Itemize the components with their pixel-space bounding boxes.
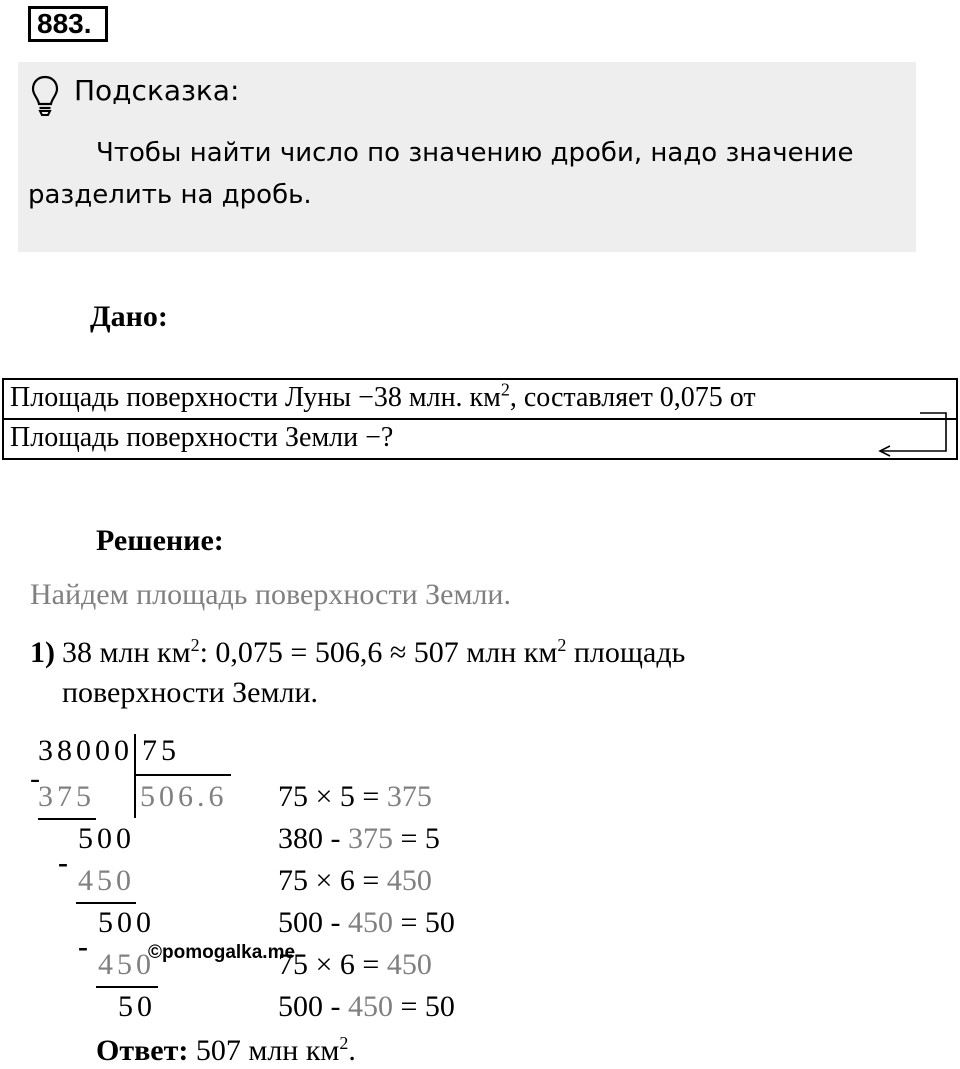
step-formula-continued: поверхности Земли.	[62, 676, 318, 709]
minus-sign-2: -	[58, 846, 68, 879]
answer: Ответ: 507 млн $км^2$.	[96, 1033, 356, 1067]
partial-subtrahend-2: 450	[78, 864, 135, 897]
check-line-3: 75 × 6 = 450	[278, 864, 432, 897]
partial-underline-2	[76, 902, 136, 904]
solution-intro: Найдем площадь поверхности Земли.	[30, 578, 511, 611]
reference-arrow	[860, 395, 960, 465]
hint-text: Чтобы найти число по значению дроби, надо значение разделить на дробь.	[28, 138, 854, 210]
partial-subtrahend-3: 450	[98, 948, 155, 981]
step-formula: 38 млн $км^2$: 0,075 = 506,6 ≈ 507 млн $км^2$ площадь	[62, 635, 686, 669]
given-heading: Дано:	[90, 300, 168, 333]
check-line-4: 500 - 450 = 50	[278, 906, 455, 939]
given-row-2: Площадь поверхности Земли −?	[10, 422, 394, 453]
partial-subtrahend-1: 375	[38, 780, 95, 813]
step-number: 1)	[30, 636, 55, 669]
minus-sign-3: -	[78, 930, 88, 963]
divisor-underline	[136, 774, 231, 776]
check-line-6: 500 - 450 = 50	[278, 990, 455, 1023]
given-row-1: Площадь поверхности Луны −38 млн. $км^2$, составляет 0,075 от	[10, 379, 756, 413]
partial-remainder-1: 500	[78, 822, 135, 855]
problem-number: 883.	[28, 6, 108, 42]
division-divisor: 75	[142, 734, 180, 767]
hint-title: Подсказка:	[74, 74, 240, 107]
partial-underline-1	[38, 818, 96, 820]
check-line-5: 75 × 6 = 450	[278, 948, 432, 981]
division-quotient: 506.6	[140, 780, 228, 813]
division-dividend: 38000	[38, 734, 133, 767]
partial-underline-3	[96, 986, 158, 988]
partial-remainder-2: 500	[98, 906, 155, 939]
hint-box	[18, 62, 916, 252]
check-line-2: 380 - 375 = 5	[278, 822, 440, 855]
final-remainder: 50	[118, 990, 156, 1023]
lightbulb-icon	[30, 74, 60, 118]
division-vertical-bar	[134, 734, 136, 818]
solution-heading: Решение:	[96, 524, 224, 557]
check-line-1: 75 × 5 = 375	[278, 780, 432, 813]
watermark: ©pomogalka.me	[148, 942, 296, 963]
minus-sign-1: -	[30, 762, 40, 795]
given-divider	[2, 418, 958, 420]
